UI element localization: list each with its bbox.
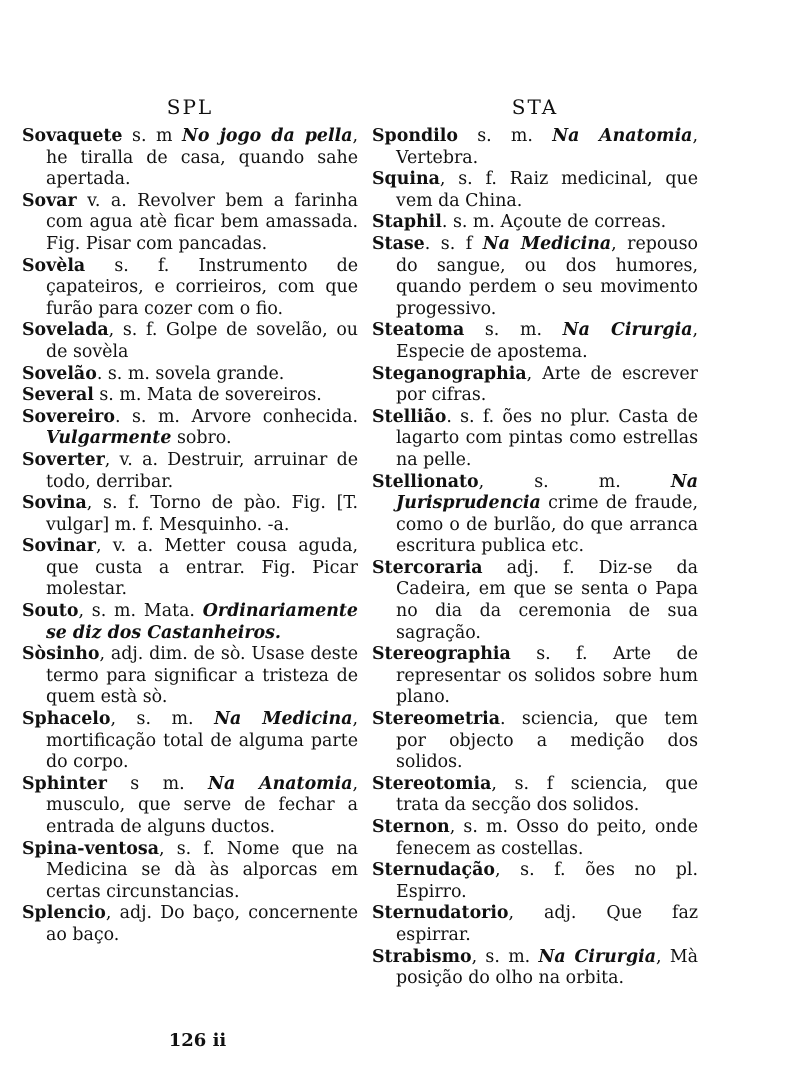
dictionary-entry <box>22 385 358 407</box>
headword: Sovina <box>22 493 87 514</box>
entry-italic: No jogo da pella <box>182 126 353 146</box>
entry-italic: Na Jurisprudencia <box>396 471 698 514</box>
entry-body: , adj. Do baço, concernente ao baço. <box>46 903 358 945</box>
entry-body: s. f. Instrumento de çapateiros, e corrieiros, com que furão para cozer com o fio. <box>46 255 358 319</box>
entry-body: s. m. <box>457 126 553 146</box>
entry-body: s m. <box>106 773 209 794</box>
dictionary-entry <box>372 558 698 644</box>
dictionary-entry <box>372 364 698 407</box>
running-header-right: STA <box>511 95 559 119</box>
entry-body: adj. f. Diz-se da Cadeira, em que se senta o Papa no dia da ceremonia de sua sagração. <box>396 557 698 643</box>
entry-italic: Na Anatomia <box>552 126 693 146</box>
headword: Stase <box>372 233 425 254</box>
headword: Sovereiro <box>22 406 115 427</box>
entry-body: . s. m. Arvore conhecida. <box>114 406 358 427</box>
right-column <box>372 96 698 990</box>
headword: Sternon <box>372 817 450 837</box>
dictionary-entry <box>22 839 358 904</box>
dictionary-entry <box>22 450 358 493</box>
dictionary-entry <box>372 472 698 558</box>
entry-italic: Na Cirurgia <box>538 946 656 967</box>
entry-body: , s. m. <box>478 471 671 492</box>
entry-body: , v. a. Destruir, arruinar de todo, derribar. <box>46 449 358 492</box>
entry-tail: sobro. <box>171 428 232 449</box>
headword: Staphil <box>372 212 442 233</box>
headword: Sphinter <box>22 773 107 794</box>
headword: Sòsinho <box>22 644 100 665</box>
dictionary-entry <box>372 774 698 817</box>
headword: Spondilo <box>372 126 458 146</box>
entry-body: . sciencia, que tem por objecto a medição dos solidos. <box>396 709 698 773</box>
entry-body: , adj. dim. de sò. Usase deste termo para significar a tristeza de quem està sò. <box>46 644 358 708</box>
dictionary-entry <box>372 903 698 946</box>
entry-italic: Vulgarmente <box>46 428 172 449</box>
entry-body: , s. m. Osso do peito, onde fenecem as costellas. <box>396 817 698 859</box>
headword: Sovinar <box>22 536 96 557</box>
headword: Sovelada <box>22 320 109 341</box>
dictionary-entry <box>22 774 358 839</box>
entry-body: s. m. <box>464 320 563 341</box>
headword: Spina-ventosa <box>22 838 159 859</box>
entry-body: v. a. Revolver bem a farinha com agua atè ficar bem amassada. Fig. Pisar com pancadas. <box>46 190 358 254</box>
headword: Stellionato <box>372 471 479 492</box>
entry-italic: Na Medicina <box>482 233 612 254</box>
entry-italic: Na Cirurgia <box>562 320 693 341</box>
headword: Stercoraria <box>372 557 483 578</box>
dictionary-entry <box>22 709 358 774</box>
entry-body: s. m. Mata de sovereiros. <box>93 385 322 406</box>
entry-italic: Ordinariamente se diz dos Castanheiros. <box>46 601 358 643</box>
headword: Sovèla <box>22 255 86 276</box>
entry-tail: , Vertebra. <box>396 126 698 168</box>
entry-body: , s. m. Mata. <box>78 601 203 622</box>
dictionary-entry <box>372 860 698 903</box>
entry-body: , Arte de escrever por cifras. <box>396 363 698 406</box>
dictionary-entry <box>372 126 698 169</box>
entry-italic: Na Anatomia <box>208 773 353 794</box>
dictionary-entry <box>372 234 698 320</box>
headword: Strabismo <box>372 946 472 967</box>
entry-body: , s. f. Torno de pào. Fig. [T. vulgar] m. f. Mesquinho. -a. <box>46 493 358 535</box>
headword: Sovar <box>22 190 77 211</box>
dictionary-entry <box>22 493 358 536</box>
dictionary-entry <box>22 364 358 386</box>
entry-tail: , mortificação total de alguma parte do corpo. <box>46 709 358 773</box>
headword: Steatoma <box>372 320 465 341</box>
dictionary-entry <box>372 212 698 234</box>
headword: Sternudatorio <box>372 903 509 924</box>
entry-body: , v. a. Metter cousa aguda, que custa a entrar. Fig. Picar molestar. <box>46 536 358 600</box>
entry-tail: , he tiralla de casa, quando sahe apertada. <box>46 126 358 190</box>
entry-body: , adj. Que faz espirrar. <box>396 903 698 945</box>
dictionary-entry <box>372 169 698 212</box>
left-column <box>22 96 358 947</box>
entry-tail: , Especie de apostema. <box>396 320 698 362</box>
headword: Stereometria <box>372 709 501 730</box>
left-entries <box>22 126 358 947</box>
entry-body: , s. m. <box>471 946 539 967</box>
page-number: 126 ii <box>168 1030 227 1051</box>
dictionary-entry <box>22 536 358 601</box>
dictionary-entry <box>22 644 358 709</box>
dictionary-entry <box>372 947 698 990</box>
entry-body: , s. f. Golpe de sovelão, ou de sovèla <box>46 320 358 362</box>
dictionary-entry <box>22 903 358 946</box>
entry-body: , s. f. Nome que na Medicina se dà às alporcas em certas circunstancias. <box>46 838 358 902</box>
headword: Stellião <box>372 406 447 427</box>
dictionary-entry <box>372 407 698 472</box>
headword: Sphacelo <box>22 709 111 730</box>
headword: Splencio <box>22 903 106 924</box>
headword: Stereographia <box>372 644 511 665</box>
entry-italic: Na Medicina <box>214 709 353 730</box>
headword: Several <box>22 385 94 406</box>
headword: Steganographia <box>372 363 527 384</box>
entry-body: , s. f. Raiz medicinal, que vem da China. <box>396 169 698 211</box>
dictionary-entry <box>22 191 358 256</box>
headword: Sovelão <box>22 363 97 384</box>
dictionary-entry <box>372 644 698 709</box>
entry-body: , s. m. <box>110 709 215 730</box>
dictionary-entry <box>372 709 698 774</box>
dictionary-entry <box>22 126 358 191</box>
entry-body: . s. m. sovela grande. <box>96 363 285 384</box>
dictionary-entry <box>372 320 698 363</box>
dictionary-entry <box>22 320 358 363</box>
entry-body: s. m <box>122 126 183 146</box>
headword: Squina <box>372 169 440 190</box>
headword: Sovaquete <box>22 126 123 146</box>
dictionary-entry <box>22 256 358 321</box>
headword: Souto <box>22 601 79 622</box>
headword: Sternudação <box>372 860 495 881</box>
entry-body: s. f. Arte de representar os solidos sobre hum plano. <box>396 644 698 708</box>
dictionary-entry <box>22 407 358 450</box>
right-entries <box>372 126 698 990</box>
entry-tail: , repouso do sangue, ou dos humores, quando perdem o seu movimento progessivo. <box>396 233 698 319</box>
running-header-left: SPL <box>166 95 214 119</box>
entry-tail: crime de fraude, como o de burlão, do que arranca escritura publica etc. <box>396 493 698 557</box>
entry-body: . s. f <box>424 233 483 254</box>
entry-body: . s. f. ões no plur. Casta de lagarto com pintas como estrellas na pelle. <box>396 406 698 470</box>
entry-body: , s. f. ões no pl. Espirro. <box>396 860 698 902</box>
dictionary-entry <box>372 817 698 860</box>
dictionary-entry <box>22 601 358 644</box>
entry-body: , s. f sciencia, que trata da secção dos solidos. <box>396 773 698 816</box>
headword: Stereotomia <box>372 773 492 794</box>
entry-body: . s. m. Açoute de correas. <box>441 212 667 233</box>
entry-tail: , musculo, que serve de fechar a entrada de alguns ductos. <box>46 773 358 837</box>
entry-tail: , Mà posição do olho na orbita. <box>396 946 698 989</box>
headword: Soverter <box>22 449 105 470</box>
